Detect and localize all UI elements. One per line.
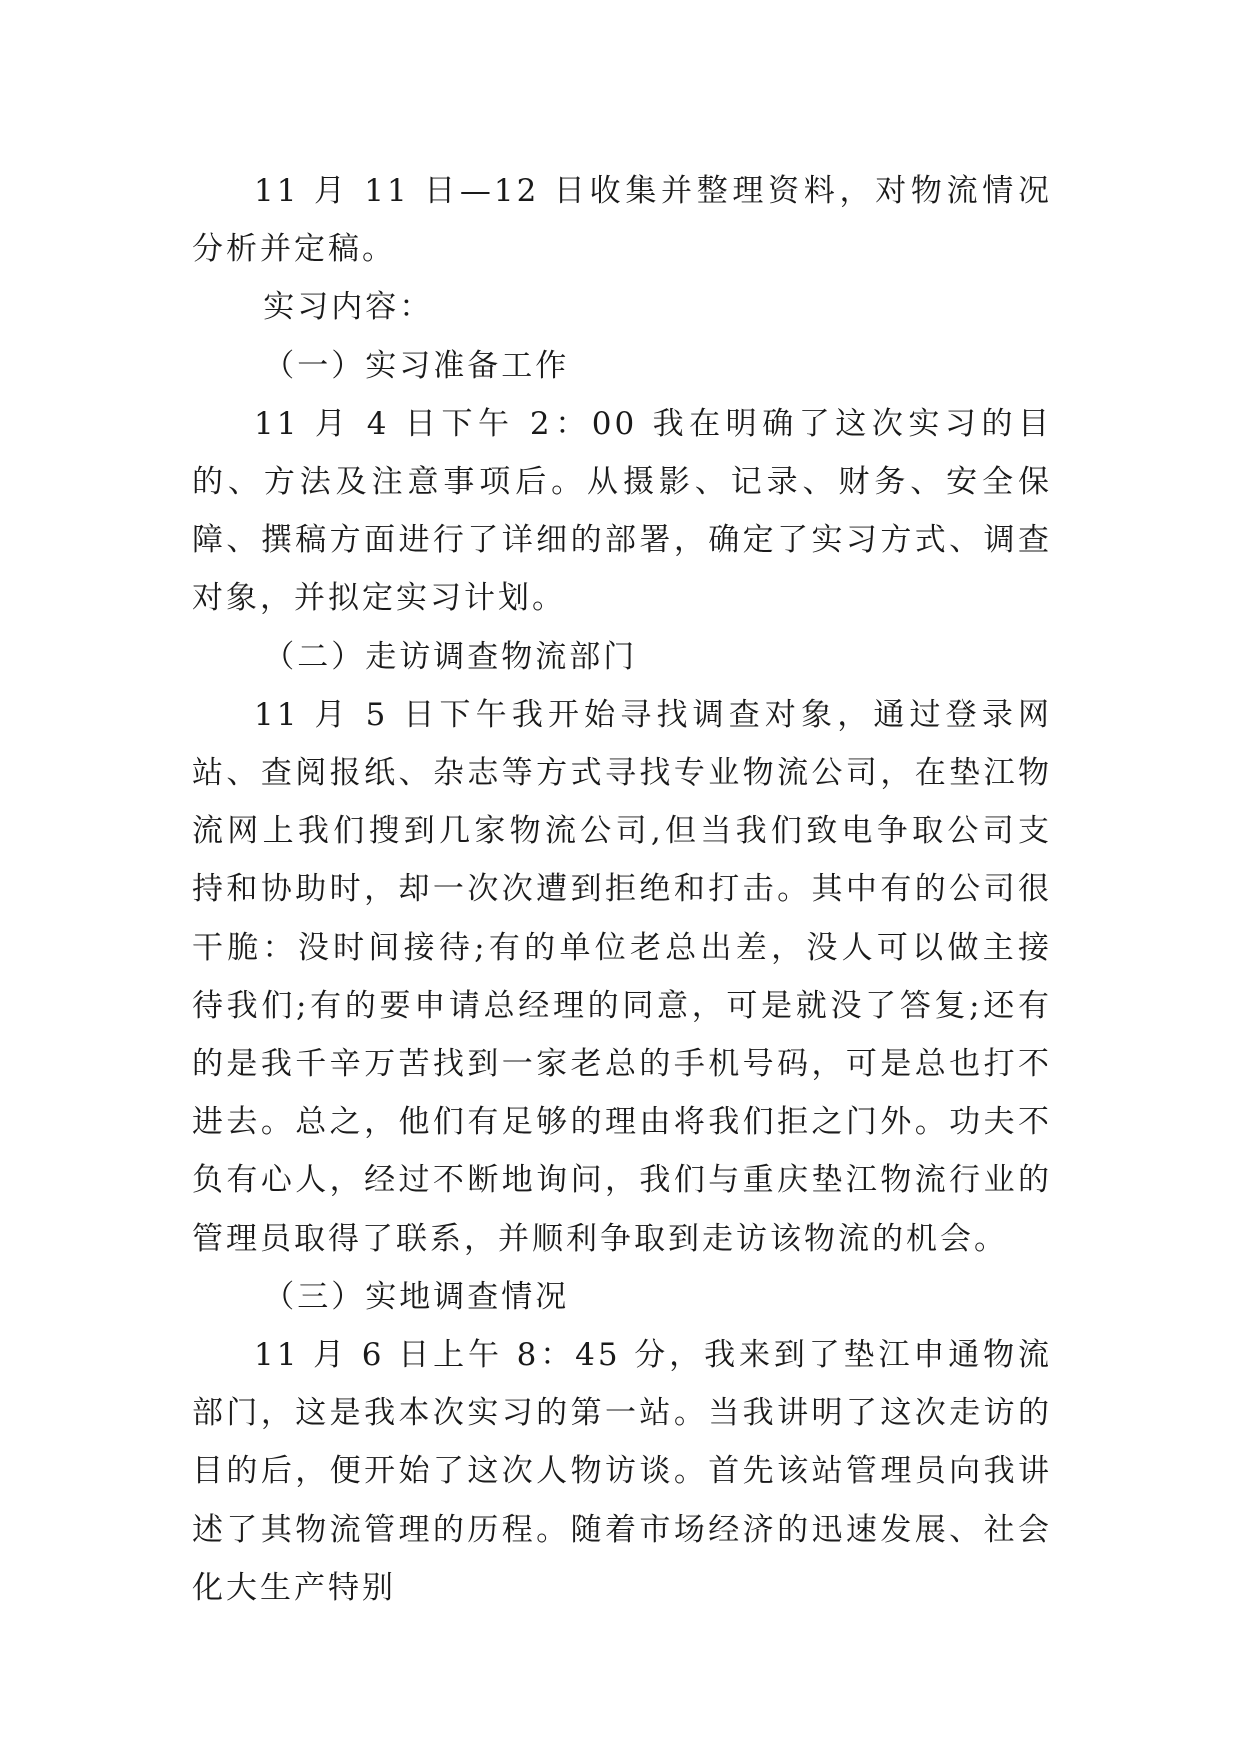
paragraph-preparation: 11 月 4 日下午 2：00 我在明确了这次实习的目的、方法及注意事项后。从摄影、记录、财务、安全保障、撰稿方面进行了详细的部署，确定了实习方式、调查对象，并拟定实习计划。 (192, 405, 1052, 617)
heading-section-1: （一）实习准备工作 (263, 347, 570, 384)
heading-section-2: （二）走访调查物流部门 (263, 638, 638, 675)
heading-internship-content: 实习内容： (263, 289, 434, 326)
paragraph-schedule-final: 11 月 11 日—12 日收集并整理资料，对物流情况分析并定稿。 (192, 173, 1052, 268)
heading-section-3: （三）实地调查情况 (263, 1278, 570, 1315)
paragraph-visit-search: 11 月 5 日下午我开始寻找调查对象，通过登录网站、查阅报纸、杂志等方式寻找专业物流公司，在垫江物流网上我们搜到几家物流公司,但当我们致电争取公司支持和协助时，却一次次遭到拒绝和打击。其中有的公司很干脆：没时间接待;有的单位老总出差，没人可以做主接待我们;有的要申请总经理的同意，可是就没了答复;还有的是我千辛万苦找到一家老总的手机号码，可是总也打不进去。总之，他们有足够的理由将我们拒之门外。功夫不负有心人，经过不断地询问，我们与重庆垫江物流行业的管理员取得了联系，并顺利争取到走访该物流的机会。 (192, 696, 1052, 1257)
document-body (192, 162, 1052, 1617)
paragraph-field-survey: 11 月 6 日上午 8：45 分，我来到了垫江申通物流部门，这是我本次实习的第一站。当我讲明了这次走访的目的后，便开始了这次人物访谈。首先该站管理员向我讲述了其物流管理的历程。随着市场经济的迅速发展、社会化大生产特别 (192, 1337, 1052, 1606)
